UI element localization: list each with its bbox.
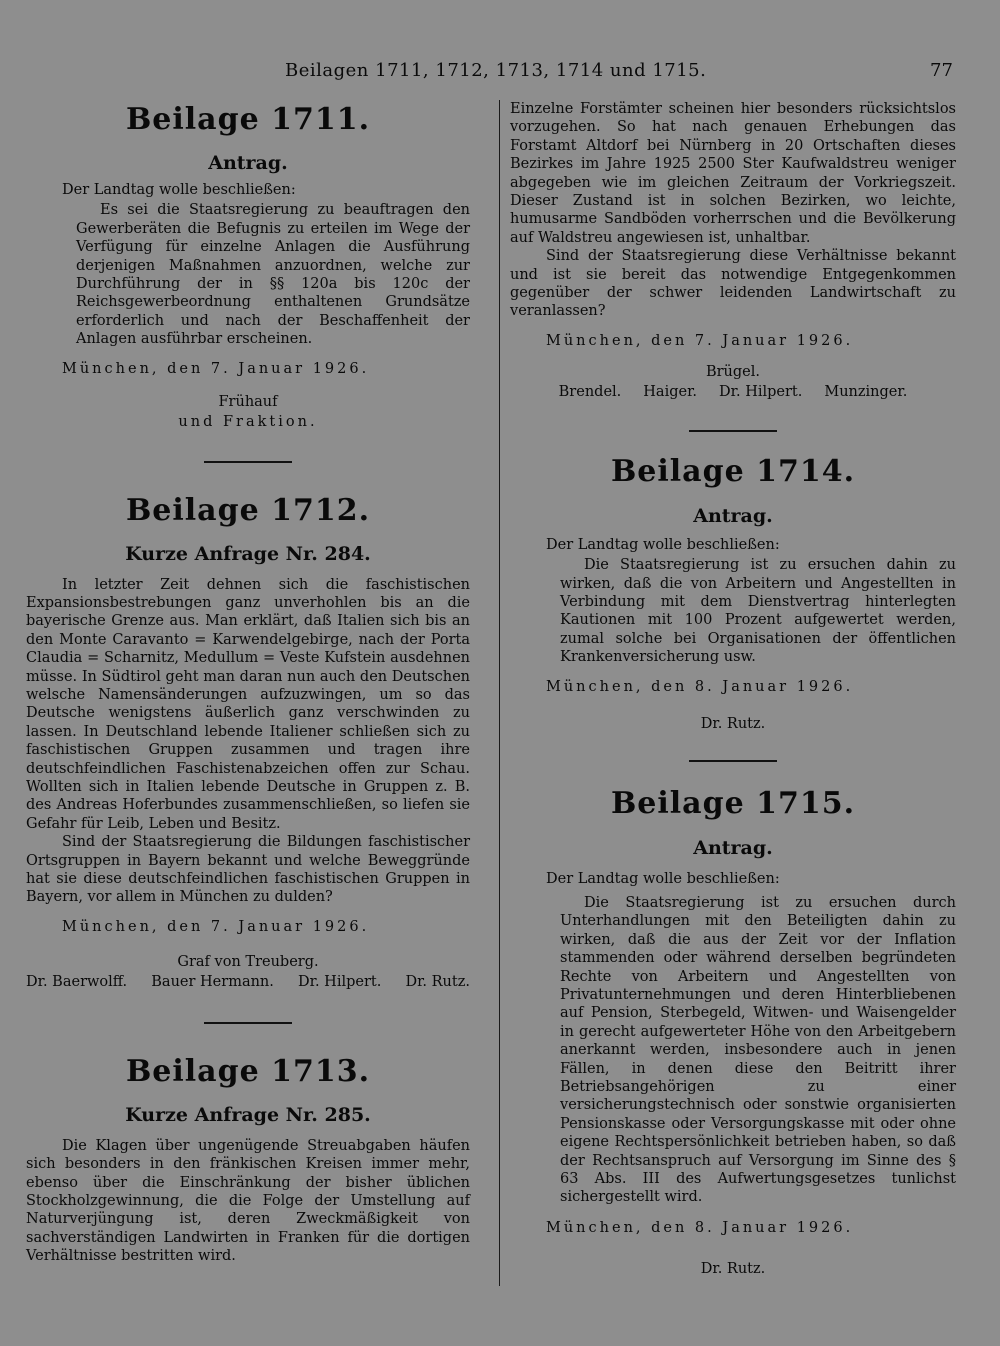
signers-row bbox=[26, 972, 470, 992]
dateline: München, den 8. Januar 1926. bbox=[546, 678, 854, 695]
paragraph: Die Klagen über ungenügende Streuabgaben häufen sich besonders in den fränkischen Kreisen immer mehr, ebenso über die Einschränkung der bisher üblichen Stockholzgewinnung, die die Folge der Umstellung auf Naturverjüngung ist, deren Zweckmäßigkeit von sachverständigen Landwirten in Franken für die dortigen Verhältnisse bestritten wird. bbox=[26, 1137, 470, 1265]
signer: Dr. Rutz. bbox=[405, 974, 470, 991]
signer: Munzinger. bbox=[824, 384, 908, 401]
paragraph: Sind der Staatsregierung die Bildungen faschistischer Ortsgruppen in Bayern bekannt und welche Beweggründe hat sie diese deutschfeindlichen faschistischen Gruppen in Bayern, vor allem in München zu dulden? bbox=[26, 834, 470, 906]
section-beilage-1714 bbox=[510, 454, 956, 734]
section-heading: Beilage 1713. bbox=[125, 1053, 371, 1089]
section-beilage-1715 bbox=[510, 786, 956, 1280]
intro-text: Der Landtag wolle beschließen: bbox=[546, 536, 780, 553]
section-heading: Beilage 1714. bbox=[610, 453, 856, 489]
section-beilage-1712 bbox=[26, 493, 470, 993]
motion-text: Die Staatsregierung ist zu ersuchen dahin zu wirken, daß die von Arbeitern und Angestellten in Verbindung mit dem Dienstvertrag hinterlegten Kautionen mit 100 Prozent aufgewertet werden, zumal solche bei Organisationen der öffentlichen Krankenversicherung usw. bbox=[560, 557, 956, 666]
signer: Brendel. bbox=[558, 384, 622, 401]
dateline: München, den 7. Januar 1926. bbox=[62, 360, 370, 377]
signers-row bbox=[510, 382, 956, 402]
section-subheading: Antrag. bbox=[693, 504, 773, 527]
paragraph: Einzelne Forstämter scheinen hier besonders rücksichtslos vorzugehen. So hat nach genauen Erhebungen das Forstamt Altdorf bei Nürnberg in 20 Ortschaften dieses Bezirkes im Jahre 1925 2500 Ster Kaufwaldstreu weniger abgegeben wie im gleichen Zeitraum der Vorkriegszeit. Dieser Zustand ist in solchen Bezirken, wo leichte, humusarme Sandböden vorherrschen und die Bevölkerung auf Waldstreu angewiesen ist, unhaltbar. bbox=[510, 101, 956, 246]
section-beilage-1713-continued bbox=[510, 100, 956, 402]
signature: Brügel. bbox=[705, 364, 761, 381]
section-heading: Beilage 1712. bbox=[125, 492, 371, 528]
signature: Frühauf bbox=[218, 394, 278, 411]
paragraph: Sind der Staatsregierung diese Verhältnisse bekannt und ist sie bereit das notwendige Entgegenkommen gegenüber der schwer leidenden Landwirtschaft zu veranlassen? bbox=[510, 248, 956, 320]
dateline: München, den 7. Januar 1926. bbox=[546, 332, 854, 349]
intro-text: Der Landtag wolle beschließen: bbox=[546, 870, 780, 887]
running-title: Beilagen 1711, 1712, 1713, 1714 und 1715. bbox=[285, 60, 707, 81]
section-separator bbox=[204, 1022, 292, 1024]
signer: Bauer Hermann. bbox=[151, 974, 274, 991]
page-number: 77 bbox=[930, 60, 953, 81]
section-separator bbox=[689, 760, 777, 762]
motion-text: Es sei die Staatsregierung zu beauftragen den Gewerberäten die Befugnis zu erteilen im Wege der Verfügung für einzelne Anlagen die Ausführung derjenigen Maßnahmen anzuordnen, welche zur Durchführung der in §§ 120a bis 120c der Reichsgewerbeordnung enthaltenen Grundsätze erforderlich und nach der Beschaffenheit der Anlagen ausführbar erscheinen. bbox=[76, 202, 470, 348]
section-subheading: Antrag. bbox=[208, 152, 288, 174]
signer: Dr. Hilpert. bbox=[298, 974, 382, 991]
section-heading: Beilage 1711. bbox=[125, 102, 371, 137]
column-divider bbox=[499, 100, 500, 1286]
section-heading: Beilage 1715. bbox=[610, 785, 856, 821]
signature: Dr. Rutz. bbox=[700, 716, 766, 733]
section-separator bbox=[689, 430, 777, 432]
left-column bbox=[26, 100, 470, 1266]
signature: Graf von Treuberg. bbox=[177, 954, 319, 971]
section-beilage-1711 bbox=[26, 102, 470, 432]
dateline: München, den 8. Januar 1926. bbox=[546, 1219, 854, 1236]
signature: Dr. Rutz. bbox=[700, 1261, 766, 1278]
signer: Haiger. bbox=[643, 384, 698, 401]
section-subheading: Kurze Anfrage Nr. 284. bbox=[125, 542, 371, 565]
section-beilage-1713 bbox=[26, 1054, 470, 1266]
dateline: München, den 7. Januar 1926. bbox=[62, 918, 370, 935]
section-separator bbox=[204, 461, 292, 463]
signer: Dr. Baerwolff. bbox=[26, 974, 128, 991]
section-subheading: Kurze Anfrage Nr. 285. bbox=[125, 1103, 371, 1126]
signer: Dr. Hilpert. bbox=[719, 384, 803, 401]
intro-text: Der Landtag wolle beschließen: bbox=[62, 182, 296, 198]
motion-text: Die Staatsregierung ist zu ersuchen durch Unterhandlungen mit den Beteiligten dahin zu wirken, daß die aus der Zeit vor der Inflation stammenden oder während derselben begründeten Rechte von Arbeitern und Angestellten von Privatunternehmungen und deren Hinterbliebenen auf Pension, Sterbegeld, Witwen- und Waisengelder in gerecht aufgewerteter Höhe von den Arbeitgebern anerkannt werden, insbesondere auch in jenen Fällen, in denen diese den Beitritt ihrer Betriebsangehörigen zu einer versicherungstechnisch oder sonstwie organisierten Pensionskasse oder Versorgungskasse mit oder ohne eigene Rechtspersönlichkeit betrieben haben, so daß der Rechtsanspruch auf Versorgung im Sinne des § 63 Abs. III des Aufwertungsgesetzes tunlichst sichergestellt wird. bbox=[560, 894, 956, 1206]
right-column bbox=[510, 100, 956, 1279]
paragraph: In letzter Zeit dehnen sich die faschistischen Expansionsbestrebungen ganz unverhohlen bis an die bayerische Grenze aus. Man erklärt, daß Italien sich bis an den Monte Caravanto = Karwendelgebirge, nach der Porta Claudia = Scharnitz, Medullum = Veste Kufstein ausdehnen müsse. In Südtirol geht man daran nun auch den Deutschen welsche Namensänderungen aufzuzwingen, um so das Deutsche wenigstens äußerlich ganz verschwinden zu lassen. In Deutschland lebende Italiener schließen sich zu faschistischen Gruppen zusammen und tragen ihre deutschfeindlichen Faschistenabzeichen offen zur Schau. Wollten sich in Italien lebende Deutsche in Gruppen z. B. des Andreas Hoferbundes zusammenschließen, so liefen sie Gefahr für Leib, Leben und Besitz. bbox=[26, 576, 470, 832]
section-subheading: Antrag. bbox=[693, 836, 773, 859]
running-head bbox=[0, 60, 1000, 86]
signature-fraction: und Fraktion. bbox=[178, 414, 318, 431]
